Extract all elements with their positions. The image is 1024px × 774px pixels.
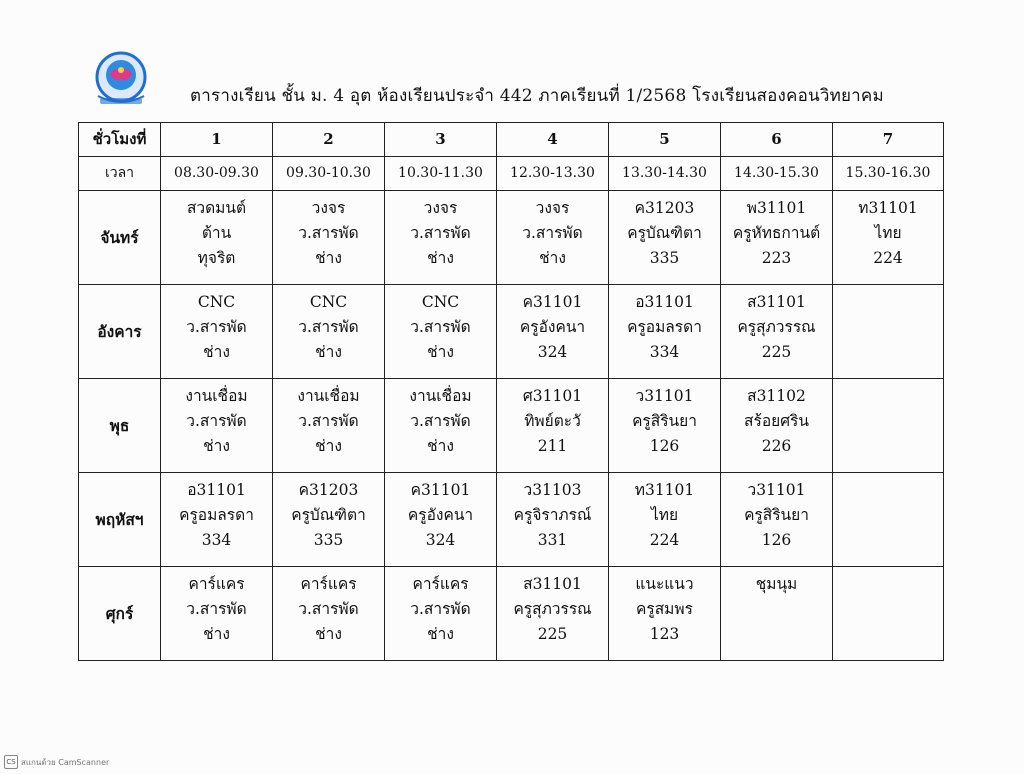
room-line: 334 xyxy=(649,343,680,361)
class-cell xyxy=(609,473,721,567)
timetable xyxy=(78,122,944,661)
subject-line: ส31101 xyxy=(747,293,806,311)
subject-line: สวดมนต์ xyxy=(186,199,247,217)
day-row xyxy=(79,285,944,379)
class-cell xyxy=(385,191,497,285)
period-time: 13.30-14.30 xyxy=(609,157,721,191)
class-cell xyxy=(161,285,273,379)
class-cell xyxy=(721,567,833,661)
teacher-line: ต้าน xyxy=(201,224,232,242)
period-label: ชั่วโมงที่ xyxy=(79,123,161,157)
room-line: ช่าง xyxy=(427,437,454,455)
subject-line: ส31101 xyxy=(523,575,582,593)
teacher-line: สร้อยศริน xyxy=(744,412,809,430)
room-line: 225 xyxy=(761,343,792,361)
subject-line: งานเชื่อม xyxy=(297,387,360,405)
day-name: พุธ xyxy=(79,379,161,473)
subject-line: วงจร xyxy=(423,199,458,217)
subject-line: ศ31101 xyxy=(522,387,583,405)
subject-line: ว31101 xyxy=(747,481,806,499)
room-line: ช่าง xyxy=(539,249,566,267)
room-line: 226 xyxy=(761,437,792,455)
room-line xyxy=(833,434,943,459)
teacher-line: ว.สารพัด xyxy=(298,224,359,242)
room-line: ทุจริต xyxy=(197,249,236,267)
subject-line: งานเชื่อม xyxy=(409,387,472,405)
class-cell xyxy=(833,379,944,473)
period-time: 15.30-16.30 xyxy=(833,157,944,191)
teacher-line xyxy=(833,503,943,528)
teacher-line: ครูสิรินยา xyxy=(744,506,809,524)
class-cell xyxy=(497,379,609,473)
period-header-row xyxy=(79,123,944,157)
class-cell xyxy=(609,191,721,285)
teacher-line: ว.สารพัด xyxy=(186,318,247,336)
teacher-line: ครูสุภวรรณ xyxy=(513,600,592,618)
class-cell xyxy=(609,567,721,661)
teacher-line: ว.สารพัด xyxy=(410,318,471,336)
class-cell xyxy=(721,379,833,473)
class-cell xyxy=(161,191,273,285)
class-cell xyxy=(385,379,497,473)
class-cell xyxy=(721,191,833,285)
teacher-line: ว.สารพัด xyxy=(298,600,359,618)
day-name: จันทร์ xyxy=(79,191,161,285)
period-number: 2 xyxy=(273,123,385,157)
room-line: ช่าง xyxy=(203,343,230,361)
room-line: 324 xyxy=(425,531,456,549)
class-cell xyxy=(273,473,385,567)
teacher-line: ครูจิราภรณ์ xyxy=(513,506,592,524)
subject-line: ค31101 xyxy=(410,481,471,499)
teacher-line: ครูอมลรดา xyxy=(627,318,702,336)
room-line: 223 xyxy=(761,249,792,267)
teacher-line xyxy=(833,409,943,434)
class-cell xyxy=(497,473,609,567)
page-title: ตารางเรียน ชั้น ม. 4 อุต ห้องเรียนประจำ 442 ภาคเรียนที่ 1/2568 โรงเรียนสองคอนวิทยาคม xyxy=(190,86,884,106)
room-line: 334 xyxy=(201,531,232,549)
room-line: 225 xyxy=(537,625,568,643)
subject-line: ชุมนุม xyxy=(755,575,798,593)
subject-line: ว31101 xyxy=(635,387,694,405)
day-row xyxy=(79,379,944,473)
subject-line: CNC xyxy=(421,293,460,311)
room-line: 331 xyxy=(537,531,568,549)
teacher-line: ครูหัทธกานต์ xyxy=(732,224,821,242)
camscanner-icon: CS xyxy=(4,755,18,769)
class-cell xyxy=(833,191,944,285)
day-name: อังคาร xyxy=(79,285,161,379)
teacher-line: ครูอังคนา xyxy=(519,318,586,336)
room-line: 126 xyxy=(761,531,792,549)
teacher-line: ไทย xyxy=(874,224,902,242)
period-time: 08.30-09.30 xyxy=(161,157,273,191)
teacher-line: ว.สารพัด xyxy=(522,224,583,242)
subject-line xyxy=(833,478,943,503)
teacher-line: ครูสิรินยา xyxy=(632,412,697,430)
teacher-line: ว.สารพัด xyxy=(186,412,247,430)
teacher-line: ว.สารพัด xyxy=(298,318,359,336)
class-cell xyxy=(273,379,385,473)
class-cell xyxy=(273,285,385,379)
subject-line: ท31101 xyxy=(634,481,695,499)
room-line: ช่าง xyxy=(315,437,342,455)
subject-line: ค31101 xyxy=(522,293,583,311)
class-cell xyxy=(273,191,385,285)
room-line: ช่าง xyxy=(427,249,454,267)
subject-line: คาร์แคร xyxy=(300,575,357,593)
room-line: 324 xyxy=(537,343,568,361)
room-line: ช่าง xyxy=(315,343,342,361)
period-time: 09.30-10.30 xyxy=(273,157,385,191)
subject-line: CNC xyxy=(309,293,348,311)
subject-line: งานเชื่อม xyxy=(185,387,248,405)
subject-line: ค31203 xyxy=(634,199,695,217)
class-cell xyxy=(273,567,385,661)
teacher-line: ว.สารพัด xyxy=(298,412,359,430)
room-line: 211 xyxy=(537,437,568,455)
room-line xyxy=(833,528,943,553)
day-name: ศุกร์ xyxy=(79,567,161,661)
teacher-line: ทิพย์ตะวั xyxy=(524,412,581,430)
class-cell xyxy=(609,379,721,473)
class-cell xyxy=(385,567,497,661)
room-line: ช่าง xyxy=(203,437,230,455)
period-number: 4 xyxy=(497,123,609,157)
room-line: ช่าง xyxy=(427,625,454,643)
subject-line: อ31101 xyxy=(187,481,246,499)
teacher-line: ครูบัณฑิตา xyxy=(627,224,702,242)
subject-line: แนะแนว xyxy=(635,575,694,593)
period-number: 6 xyxy=(721,123,833,157)
teacher-line: ว.สารพัด xyxy=(410,600,471,618)
day-row xyxy=(79,473,944,567)
room-line: 224 xyxy=(649,531,680,549)
period-time: 10.30-11.30 xyxy=(385,157,497,191)
scanner-text: สแกนด้วย CamScanner xyxy=(21,757,110,767)
school-seal-logo xyxy=(92,50,150,108)
room-line: 335 xyxy=(313,531,344,549)
period-time: 14.30-15.30 xyxy=(721,157,833,191)
teacher-line: ครูบัณฑิตา xyxy=(291,506,366,524)
subject-line xyxy=(833,384,943,409)
class-cell xyxy=(497,285,609,379)
class-cell xyxy=(833,473,944,567)
subject-line: คาร์แคร xyxy=(412,575,469,593)
teacher-line: ครูสุภวรรณ xyxy=(737,318,816,336)
period-number: 3 xyxy=(385,123,497,157)
period-number: 1 xyxy=(161,123,273,157)
subject-line: วงจร xyxy=(535,199,570,217)
class-cell xyxy=(833,285,944,379)
subject-line: วงจร xyxy=(311,199,346,217)
room-line: ช่าง xyxy=(203,625,230,643)
room-line xyxy=(833,340,943,365)
subject-line: ว31103 xyxy=(523,481,582,499)
time-row xyxy=(79,157,944,191)
class-cell xyxy=(721,473,833,567)
day-row xyxy=(79,191,944,285)
subject-line xyxy=(833,290,943,315)
subject-line: อ31101 xyxy=(635,293,694,311)
class-cell xyxy=(385,285,497,379)
teacher-line xyxy=(833,315,943,340)
class-cell xyxy=(385,473,497,567)
room-line: 224 xyxy=(873,249,903,267)
teacher-line: ครูสมพร xyxy=(636,600,693,618)
room-line: 123 xyxy=(649,625,680,643)
time-label: เวลา xyxy=(79,157,161,191)
subject-line: ค31203 xyxy=(298,481,359,499)
scanner-watermark xyxy=(4,755,109,769)
room-line: ช่าง xyxy=(315,249,342,267)
teacher-line xyxy=(833,597,943,622)
class-cell xyxy=(497,191,609,285)
teacher-line: ครูอังคนา xyxy=(407,506,474,524)
teacher-line: ว.สารพัด xyxy=(410,224,471,242)
teacher-line: ว.สารพัด xyxy=(186,600,247,618)
room-line xyxy=(833,622,943,647)
teacher-line: ว.สารพัด xyxy=(410,412,471,430)
period-time: 12.30-13.30 xyxy=(497,157,609,191)
teacher-line: ครูอมลรดา xyxy=(179,506,254,524)
teacher-line: ไทย xyxy=(650,506,679,524)
class-cell xyxy=(721,285,833,379)
room-line: ช่าง xyxy=(427,343,454,361)
class-cell xyxy=(161,567,273,661)
subject-line xyxy=(833,572,943,597)
room-line xyxy=(721,622,832,647)
room-line: ช่าง xyxy=(315,625,342,643)
day-name: พฤหัสฯ xyxy=(79,473,161,567)
period-number: 7 xyxy=(833,123,944,157)
subject-line: ท31101 xyxy=(858,199,918,217)
subject-line: พ31101 xyxy=(746,199,807,217)
class-cell xyxy=(161,473,273,567)
teacher-line xyxy=(721,597,832,622)
subject-line: คาร์แคร xyxy=(188,575,245,593)
subject-line: CNC xyxy=(197,293,236,311)
period-number: 5 xyxy=(609,123,721,157)
subject-line: ส31102 xyxy=(747,387,806,405)
class-cell xyxy=(609,285,721,379)
class-cell xyxy=(161,379,273,473)
class-cell xyxy=(497,567,609,661)
room-line: 335 xyxy=(649,249,680,267)
day-row xyxy=(79,567,944,661)
room-line: 126 xyxy=(649,437,680,455)
class-cell xyxy=(833,567,944,661)
